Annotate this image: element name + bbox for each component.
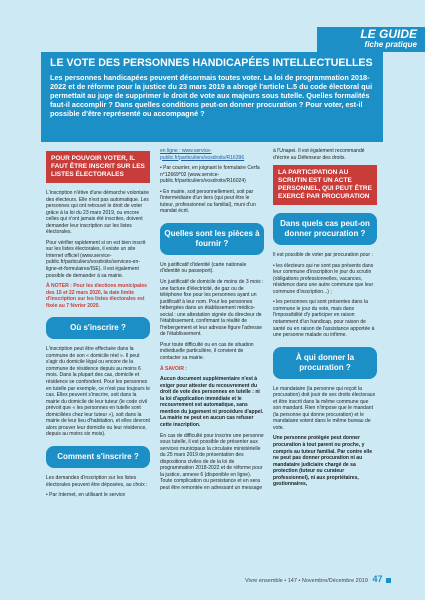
paragraph: Un justificatif d'identité (carte nationale d'identité ou passeport). [160,261,247,275]
footer-text: Vivre ensemble • 147 • Novembre/Décembre 2019 [244,578,368,584]
heading-ou-s-inscrire: Où s'inscrire ? [46,317,150,339]
paragraph: Les demandes d'inscription sur les listes électorales peuvent être déposées, au choix : [46,474,148,488]
paragraph: Aucun document supplémentaire n'est à exiger pour attester du recouvrement du droit de vote des personnes en tutelle : ni la loi d'application immédiate et le recouvrement est automatique, sans mention du jugement ni procédure d'appel. La mairie ne peut en aucun cas refuser cette inscription. [160,376,264,428]
paragraph: Pour toute difficulté ou en cas de situation individuelle particulière, il convient de contacter sa mairie. [160,341,254,362]
heading-dans-quels-cas: Dans quels cas peut-on donner procuration ? [273,213,377,245]
paragraph: • Par courrier, en joignant le formulaire Cerfa n°12669*02 (www.service-public.fr/particuliers/vosdroits/R16024) [160,165,260,185]
heading-comment-s-inscrire: Comment s'inscrire ? [46,446,150,468]
square-icon [386,578,391,583]
paragraph: • En mairie, soit personnellement, soit par l'intermédiaire d'un tiers (qui peut être le tuteur, professionnel ou familial), muni d'un mandat écrit. [160,188,256,215]
article-title: LE VOTE DES PERSONNES HANDICAPÉES INTELLECTUELLES [50,57,373,69]
section-title: LE GUIDE [360,27,417,41]
heading-a-qui: À qui donner la procuration ? [273,347,377,379]
paragraph: L'inscription peut être effectuée dans la commune de son « domicile réel ». Il peut s'agir du domicile légal ou encore de la commune de résidence depuis au moins 6 mois. Dans la plupart des cas, domicile et résidence se confondent. Pour les personnes en tutelle par exemple, ce n'est pas toujours le cas. Elles peuvent s'inscrire, soit dans la mairie du domicile de leur tuteur (le code civil prévoit que « les personnes en tutelle sont domiciliées chez leur tuteur »), soit dans la mairie de leur lieu d'habitation, et elles devront alors prouver leur domicile ou leur résidence, depuis au moins six mois). [46,346,150,438]
section-subtitle: fiche pratique [364,40,417,49]
paragraph: Un justificatif de domicile de moins de 3 mois : une facture d'électricité, de gaz ou de téléphone fixe pour les personnes ayant un justificatif à leur nom. Pour les personnes hébergées dans un établissement médico-social : une attestation signée du directeur de l'établissement, confirmant la réalité de l'hébergement et leur adresse figure l'adresse de l'établissement. [160,279,264,338]
paragraph: • Par Internet, en utilisant le service [46,492,126,499]
savoir-label: À SAVOIR : [160,365,188,372]
paragraph: • les électeurs qui ne sont pas présents dans leur commune d'inscription le jour du scrutin (obligations professionnelles, vacances, résidence dans une autre commune que leur commune d'inscription...) ; [273,262,374,295]
paragraph: à l'Unapei. Il est également recommandé d'écrire au Défenseur des droits. [273,148,365,161]
paragraph: L'inscription n'étive d'une démarche volontaire des électeurs. Elle n'est pas automatique. Les personnes qui ont retrouvé le droit de voter grâce à la loi du 23 mars 2019, ou encore celles qui n'ont jamais été inscrites, doivent demander leur inscription sur les listes électorales. [46,190,150,236]
paragraph: Une personne protégée peut donner procuration à tout parent ou proche, y compris au tuteur familial. Par contre elle ne peut pas donner procuration ni au mandataire judiciaire chargé de sa protection (tuteur ou curateur professionnel), ni aux propriétaires, gestionnaires, [273,435,373,488]
paragraph: Le mandataire (la personne qui reçoit la procuration) doit jouir de ses droits électoraux et être inscrit dans la même commune que son mandant. Rien n'impose que le mandant (la personne qui donne procuration) et le mandataire votent dans le même bureau de vote. [273,385,376,431]
page-number: 47 [372,574,383,584]
column-1 [46,148,150,503]
heading-pieces: Quelles sont les pièces à fournir ? [160,223,264,255]
page-footer [245,574,391,584]
paragraph: Pour vérifier rapidement si on est bien inscrit sur les listes électorales, il existe un site Internet officiel (www.service-public.fr/particuliers/vosdroits/services-en-ligne-et-formulaires/ISE). Il est également possible de demander à sa mairie. [46,239,146,279]
procuration-box: LA PARTICIPATION AU SCRUTIN EST UN ACTE PERSONNEL, QUI PEUT ÊTRE EXERCÉ PAR PROCURATION [273,165,377,205]
paragraph: • les personnes qui sont présentes dans la commune le jour du vote, mais dans l'impossibilité d'y participer en raison notamment d'un handicap, pour raison de santé ou en raison de l'assistance apportée à une personne malade ou infirme. [273,299,375,339]
note-paragraph: À NOTER : Pour les élections municipales des 15 et 22 mars 2020, la date limite d'inscription sur les listes électorales est fixée au 7 février 2020. [46,283,147,309]
link-text[interactable]: en ligne : www.service-public.fr/particuliers/vosdroits/R16396 [160,148,245,161]
paragraph: Il est possible de voter par procuration pour : [273,252,373,259]
paragraph: En cas de difficulté pour inscrire une personne sous tutelle, il est possible de présenter aux services municipaux la circulaire ministérielle du 25 mars 2019 de présentation des dispositions civiles de de la loi de programmation 2018-2022 et de réforme pour la justice, annexe 6 (disponible en ligne). Toute complication ou persistance et en sera peut être remontée en adressant un message [160,432,264,491]
article-lead: Les personnes handicapées peuvent désormais toutes voter. La loi de programmation 2018-2022 et de réforme pour la justice du 23 mars 2019 a abrogé l'article L.5 du code électoral qui permettait au juge de supprimer le droit de vote aux majeurs sous tutelle. Quelles formalités faut-il accomplir ? Dans quelles conditions peut-on donner procuration ? Pour voter, est-il possible d'être représenté ou accompagné ? [50,73,373,118]
column-3 [273,148,377,492]
article-header [41,52,383,142]
section-tag [317,27,425,52]
inscription-box: POUR POUVOIR VOTER, IL FAUT ÊTRE INSCRIT SUR LES LISTES ÉLECTORALES [46,151,150,183]
column-2 [160,148,264,495]
